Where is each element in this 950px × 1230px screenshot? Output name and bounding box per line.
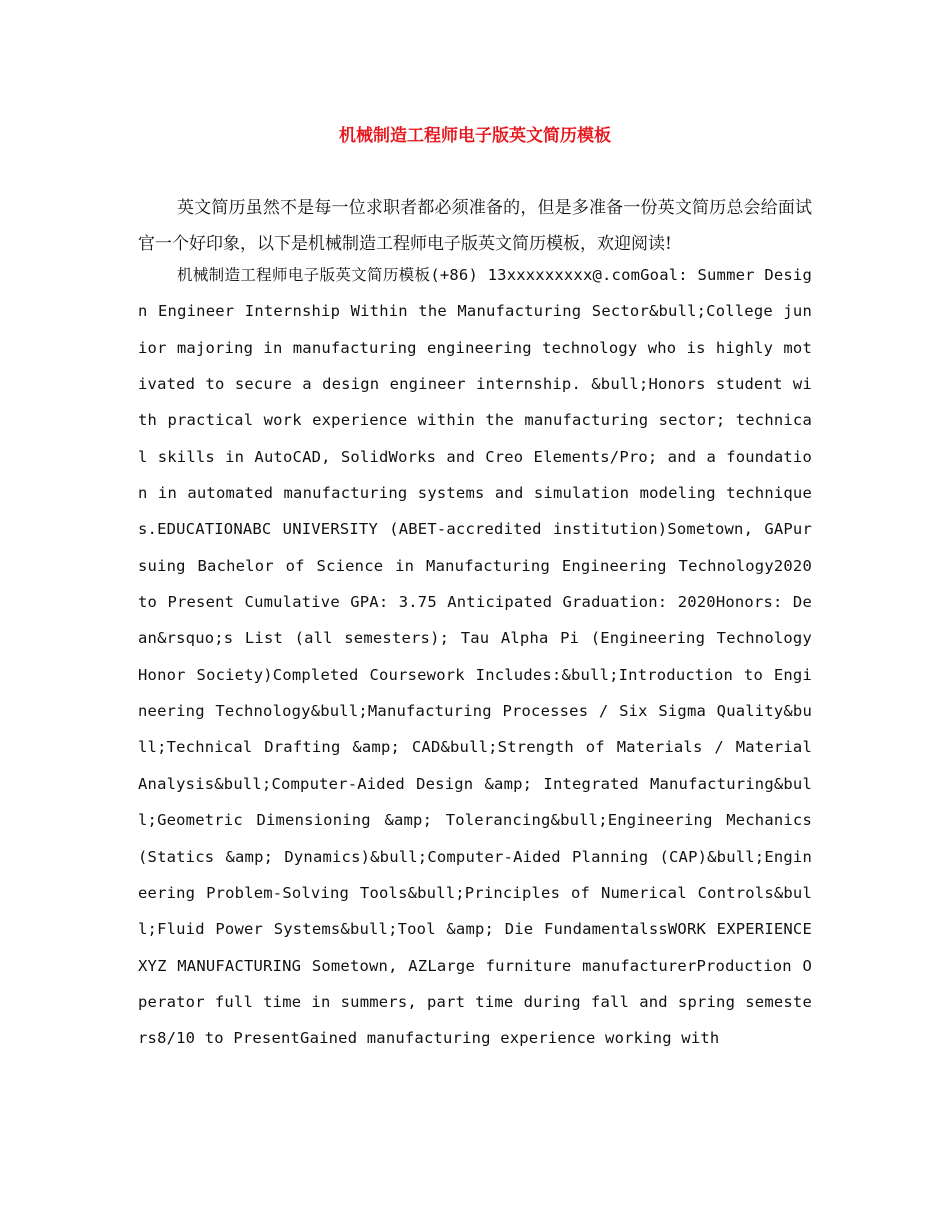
intro-paragraph: 英文简历虽然不是每一位求职者都必须准备的，但是多准备一份英文简历总会给面试官一个好印象，以下是机械制造工程师电子版英文简历模板，欢迎阅读! <box>138 198 812 254</box>
resume-body-paragraph: 机械制造工程师电子版英文简历模板(+86) 13xxxxxxxxx@.comGoal: Summer Design Engineer Internship Within the Manufacturing Sector&bull;College junior majoring in manufacturing engineering technology who is highly motivated to secure a design engineer internship. &bull;Honors student with practical work experience within the manufacturing sector; technical skills in AutoCAD, SolidWorks and Creo Elements/Pro; and a foundation in automated manufacturing systems and simulation modeling techniques.EDUCATIONABC UNIVERSITY (ABET-accredited institution)Sometown, GAPursuing Bachelor of Science in Manufacturing Engineering Technology2020 to Present Cumulative GPA: 3.75 Anticipated Graduation: 2020Honors: Dean&rsquo;s List (all semesters); Tau Alpha Pi (Engineering Technology Honor Society)Completed Coursework Includes:&bull;Introduction to Engineering Technology&bull;Manufacturing Processes / Six Sigma Quality&bull;Technical Drafting &amp; CAD&bull;Strength of Materials / Material Analysis&bull;Computer-Aided Design &amp; Integrated Manufacturing&bull;Geometric Dimensioning &amp; Tolerancing&bull;Engineering Mechanics (Statics &amp; Dynamics)&bull;Computer-Aided Planning (CAP)&bull;Engineering Problem-Solving Tools&bull;Principles of Numerical Controls&bull;Fluid Power Systems&bull;Tool &amp; Die FundamentalssWORK EXPERIENCEXYZ MANUFACTURING Sometown, AZLarge furniture manufacturerProduction Operator full time in summers, part time during fall and spring semesters8/10 to PresentGained manufacturing experience working with <box>138 266 812 1048</box>
document-title: 机械制造工程师电子版英文简历模板 <box>339 126 611 146</box>
